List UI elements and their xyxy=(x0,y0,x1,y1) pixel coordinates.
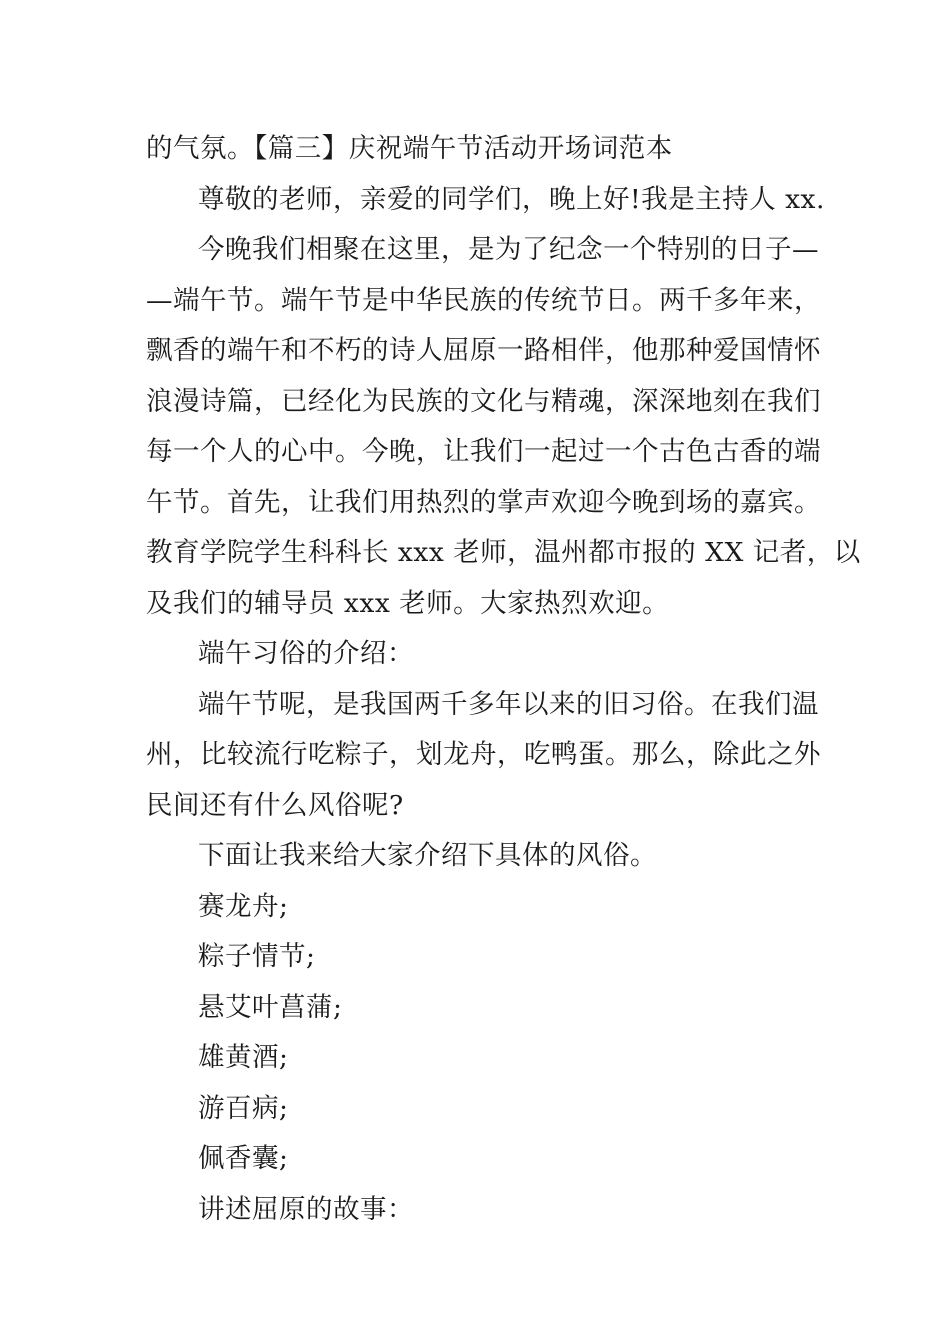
text-line: —端午节。端午节是中华民族的传统节日。两千多年来， xyxy=(146,284,821,316)
text-line: 飘香的端午和不朽的诗人屈原一路相伴，他那种爱国情怀 xyxy=(146,335,821,366)
text-line: 端午节呢，是我国两千多年以来的旧习俗。在我们温 xyxy=(198,688,819,720)
section-heading: 讲述屈原的故事： xyxy=(198,1193,414,1225)
text-line: 浪漫诗篇，已经化为民族的文化与精魂，深深地刻在我们 xyxy=(146,385,821,417)
text-line: 州，比较流行吃粽子，划龙舟，吃鸭蛋。那么，除此之外 xyxy=(146,739,821,770)
greeting-paragraph: 尊敬的老师，亲爱的同学们，晚上好!我是主持人 xx. xyxy=(198,183,825,215)
custom-list-item: 佩香囊; xyxy=(198,1143,289,1174)
text-line: 午节。首先，让我们用热烈的掌声欢迎今晚到场的嘉宾。 xyxy=(146,486,821,518)
custom-list-item: 游百病; xyxy=(198,1092,289,1124)
custom-list-item: 赛龙舟; xyxy=(198,890,289,922)
text-line: 今晚我们相聚在这里，是为了纪念一个特别的日子— xyxy=(198,234,819,265)
custom-list-item: 雄黄酒; xyxy=(198,1042,289,1073)
text-line: 及我们的辅导员 xxx 老师。大家热烈欢迎。 xyxy=(146,587,670,619)
custom-list-item: 粽子情节; xyxy=(198,941,316,972)
custom-list-item: 悬艾叶菖蒲; xyxy=(198,991,343,1023)
document-body xyxy=(146,124,861,1235)
text-line: 每一个人的心中。今晚，让我们一起过一个古色古香的端 xyxy=(146,436,821,467)
text-line: 的气氛。【篇三】庆祝端午节活动开场词范本 xyxy=(146,133,673,164)
text-line: 下面让我来给大家介绍下具体的风俗。 xyxy=(198,840,657,871)
text-line: 教育学院学生科科长 xxx 老师，温州都市报的 XX 记者，以 xyxy=(146,537,861,568)
section-heading: 端午习俗的介绍： xyxy=(198,638,414,669)
text-line: 民间还有什么风俗呢? xyxy=(146,789,404,821)
